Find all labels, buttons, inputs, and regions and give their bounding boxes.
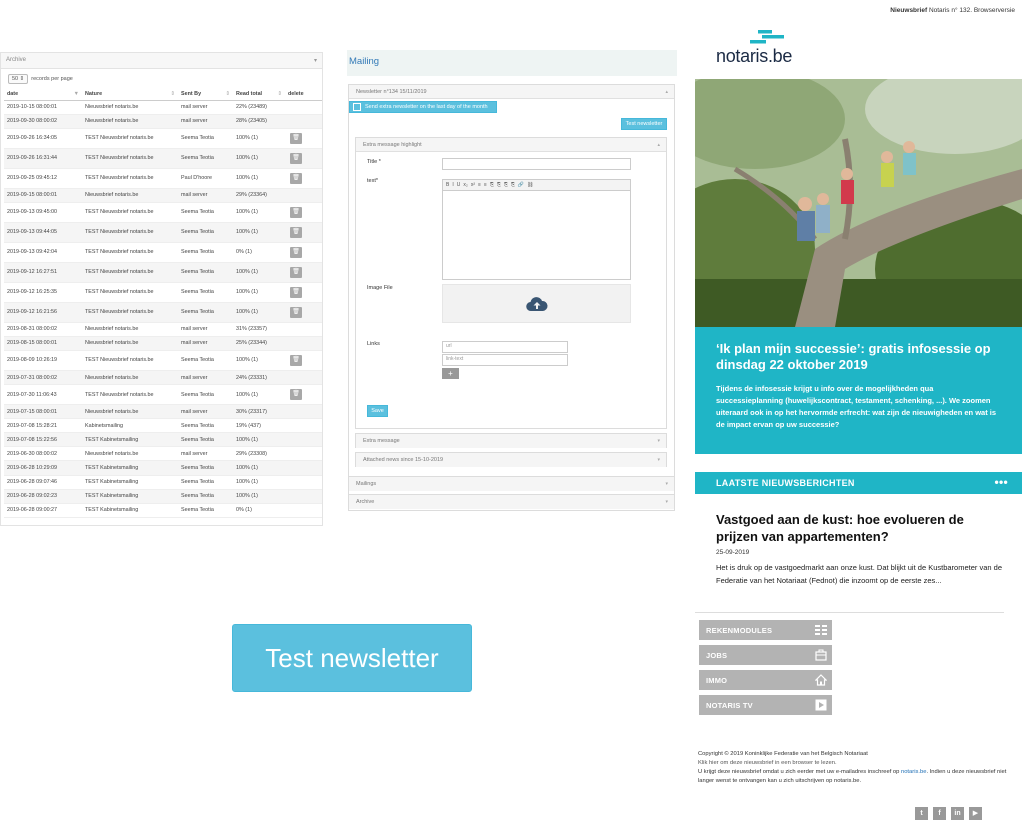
table-cell: Seema Teotia <box>178 461 233 475</box>
table-row <box>4 148 322 168</box>
delete-cell <box>285 100 322 114</box>
table-cell: 28% (23405) <box>233 114 285 128</box>
link-text-input[interactable]: link-text <box>442 354 568 366</box>
table-cell: Nieuwsbrief notaris.be <box>82 336 178 350</box>
notaris-link[interactable]: notaris.be <box>900 769 927 775</box>
cloud-upload-icon <box>526 296 548 312</box>
menu-jobs[interactable]: JOBS <box>699 645 832 665</box>
table-cell: TEST Kabinetsmailing <box>82 461 178 475</box>
table-cell: 24% (23331) <box>233 370 285 384</box>
table-cell: 100% (1) <box>233 461 285 475</box>
table-cell: 2019-07-15 08:00:01 <box>4 405 82 419</box>
editor-tool-icon[interactable]: 🔗 <box>517 182 525 188</box>
table-cell: Seema Teotia <box>178 148 233 168</box>
table-cell: 2019-07-31 08:00:02 <box>4 370 82 384</box>
footer-copyright: Copyright © 2019 Koninklijke Federatie van het Belgisch Notariaat <box>698 751 868 757</box>
table-cell: 0% (1) <box>233 242 285 262</box>
editor-tool-icon[interactable]: x² <box>470 182 475 188</box>
table-cell: 0% (1) <box>233 503 285 517</box>
trash-icon[interactable]: 🗑 <box>290 133 302 144</box>
table-row <box>4 114 322 128</box>
menu-rekenmodules[interactable]: REKENMODULES <box>699 620 832 640</box>
delete-cell <box>285 461 322 475</box>
delete-cell <box>285 322 322 336</box>
table-row <box>4 489 322 503</box>
news-article <box>716 511 1006 587</box>
table-cell: 100% (1) <box>233 128 285 148</box>
calculator-icon <box>815 624 827 636</box>
table-cell: Nieuwsbrief notaris.be <box>82 100 178 114</box>
table-cell: Seema Teotia <box>178 475 233 489</box>
delete-cell <box>285 447 322 461</box>
table-cell: Seema Teotia <box>178 433 233 447</box>
table-row <box>4 419 322 433</box>
delete-cell <box>285 503 322 517</box>
article-text: Het is druk op de vastgoedmarkt aan onze kust. Dat blijkt uit de Kustbarometer van de Federatie van het Notariaat (Fednot) die inzoomt op de eerste zes... <box>716 563 1002 585</box>
trash-icon[interactable]: 🗑 <box>290 227 302 238</box>
table-row <box>4 447 322 461</box>
table-cell: 100% (1) <box>233 282 285 302</box>
editor-tool-icon[interactable]: I <box>452 182 454 188</box>
table-cell: 2019-08-31 08:00:02 <box>4 322 82 336</box>
save-button[interactable]: Save <box>367 405 388 417</box>
editor-toolbar <box>443 180 630 191</box>
table-cell: Seema Teotia <box>178 242 233 262</box>
editor-tool-icon[interactable]: x₂ <box>463 182 468 188</box>
notaris-logo[interactable] <box>716 30 816 70</box>
delete-cell <box>285 222 322 242</box>
editor-tool-icon[interactable]: ⎘ <box>510 182 515 188</box>
delete-cell <box>285 128 322 148</box>
attached-news-card <box>355 452 667 467</box>
caret-icon[interactable]: ▾ <box>657 438 660 444</box>
table-cell: mail server <box>178 336 233 350</box>
attached-news-bar[interactable]: Attached news since 15-10-2019 ▾ <box>356 453 666 467</box>
trash-icon[interactable]: 🗑 <box>290 287 302 298</box>
table-cell: 2019-07-08 15:22:56 <box>4 433 82 447</box>
url-input[interactable]: url <box>442 341 568 353</box>
delete-cell <box>285 433 322 447</box>
mailings-bar[interactable]: Mailings ▾ <box>349 477 674 491</box>
text-editor[interactable] <box>442 179 631 280</box>
table-cell: Seema Teotia <box>178 302 233 322</box>
trash-icon[interactable]: 🗑 <box>290 207 302 218</box>
table-cell: mail server <box>178 114 233 128</box>
table-cell: TEST Kabinetsmailing <box>82 489 178 503</box>
hero-banner[interactable] <box>695 327 1022 454</box>
table-row <box>4 128 322 148</box>
table-cell: 30% (23317) <box>233 405 285 419</box>
caret-icon[interactable]: ▾ <box>657 457 660 463</box>
table-row <box>4 336 322 350</box>
table-cell: TEST Nieuwsbrief notaris.be <box>82 202 178 222</box>
caret-icon[interactable]: ▾ <box>665 499 668 505</box>
more-dots-icon[interactable]: ••• <box>994 475 1008 489</box>
table-row <box>4 475 322 489</box>
youtube-icon[interactable]: ▶ <box>969 807 982 820</box>
caret-icon[interactable]: ▾ <box>313 58 317 64</box>
table-cell: Nieuwsbrief notaris.be <box>82 188 178 202</box>
table-cell: 2019-08-15 08:00:01 <box>4 336 82 350</box>
title-label: Title * <box>367 159 381 165</box>
editor-tool-icon[interactable]: ≡ <box>483 182 487 188</box>
article-date: 25-09-2019 <box>716 549 750 556</box>
text-label: text* <box>367 178 379 184</box>
table-cell: Seema Teotia <box>178 385 233 405</box>
linkedin-icon[interactable]: in <box>951 807 964 820</box>
table-cell: Seema Teotia <box>178 262 233 282</box>
delete-cell <box>285 370 322 384</box>
table-cell: 2019-06-28 10:29:09 <box>4 461 82 475</box>
table-row <box>4 202 322 222</box>
browser-version-link[interactable]: Nieuwsbrief Notaris n° 132. Browserversie <box>890 7 1015 14</box>
table-cell: TEST Nieuwsbrief notaris.be <box>82 242 178 262</box>
table-cell: 100% (1) <box>233 168 285 188</box>
table-cell: 100% (1) <box>233 148 285 168</box>
mailings-card <box>348 476 675 491</box>
table-cell: Nieuwsbrief notaris.be <box>82 447 178 461</box>
table-cell: 2019-09-25 09:45:12 <box>4 168 82 188</box>
table-cell: 2019-09-12 16:21:56 <box>4 302 82 322</box>
caret-icon[interactable]: ▴ <box>665 89 668 95</box>
editor-tool-icon[interactable]: ⎘ <box>489 182 494 188</box>
menu-notaris-tv[interactable]: NOTARIS TV <box>699 695 832 715</box>
twitter-icon[interactable]: t <box>915 807 928 820</box>
table-cell: Kabinetsmailing <box>82 419 178 433</box>
table-cell: 25% (23344) <box>233 336 285 350</box>
test-newsletter-button-small[interactable]: Test newsletter <box>621 118 667 130</box>
delete-cell <box>285 282 322 302</box>
table-cell: Seema Teotia <box>178 202 233 222</box>
house-icon <box>815 674 827 686</box>
archive-bar[interactable]: Archive ▾ <box>349 495 674 509</box>
table-cell: 2019-09-12 16:25:35 <box>4 282 82 302</box>
table-cell: mail server <box>178 447 233 461</box>
table-cell: mail server <box>178 188 233 202</box>
logo-bars-icon <box>732 30 792 46</box>
table-cell: 2019-09-15 08:00:01 <box>4 188 82 202</box>
delete-cell <box>285 419 322 433</box>
table-cell: 2019-10-15 08:00:01 <box>4 100 82 114</box>
extra-message-card <box>355 433 667 448</box>
table-cell: TEST Nieuwsbrief notaris.be <box>82 385 178 405</box>
play-icon <box>815 699 827 711</box>
table-cell: 2019-09-30 08:00:02 <box>4 114 82 128</box>
trash-icon[interactable]: 🗑 <box>290 355 302 366</box>
table-row <box>4 222 322 242</box>
table-row <box>4 168 322 188</box>
table-row <box>4 322 322 336</box>
caret-icon[interactable]: ▾ <box>665 481 668 487</box>
table-row <box>4 282 322 302</box>
table-cell: TEST Nieuwsbrief notaris.be <box>82 350 178 370</box>
archive-panel <box>0 52 323 526</box>
table-cell: Nieuwsbrief notaris.be <box>82 322 178 336</box>
table-cell: 2019-09-13 09:45:00 <box>4 202 82 222</box>
table-cell: 100% (1) <box>233 475 285 489</box>
table-cell: mail server <box>178 322 233 336</box>
table-cell: 2019-09-13 09:44:05 <box>4 222 82 242</box>
archive-title: Archive <box>6 57 27 63</box>
delete-cell <box>285 242 322 262</box>
table-cell: TEST Nieuwsbrief notaris.be <box>82 148 178 168</box>
sort-icon[interactable]: ▼ <box>73 91 79 98</box>
table-cell: 2019-06-30 08:00:02 <box>4 447 82 461</box>
test-newsletter-button[interactable]: Test newsletter <box>232 624 472 692</box>
table-row <box>4 262 322 282</box>
col-delete: delete <box>285 89 322 100</box>
table-cell: mail server <box>178 405 233 419</box>
table-row <box>4 188 322 202</box>
records-per-page <box>1 69 322 89</box>
table-row <box>4 302 322 322</box>
col-date[interactable]: date ▼ <box>4 89 82 100</box>
records-per-page-label: records per page <box>31 76 73 82</box>
table-cell: TEST Kabinetsmailing <box>82 503 178 517</box>
table-cell: Seema Teotia <box>178 282 233 302</box>
table-cell: 100% (1) <box>233 385 285 405</box>
table-row <box>4 242 322 262</box>
table-cell: Seema Teotia <box>178 128 233 148</box>
logo-text: notaris.be <box>716 46 793 66</box>
trash-icon[interactable]: 🗑 <box>290 389 302 400</box>
table-cell: 19% (437) <box>233 419 285 433</box>
table-row <box>4 100 322 114</box>
caret-icon[interactable]: ▴ <box>657 142 660 148</box>
table-cell: 29% (23308) <box>233 447 285 461</box>
table-row <box>4 370 322 384</box>
table-row <box>4 405 322 419</box>
col-sent-by[interactable]: Sent By ⇕ <box>178 89 233 100</box>
table-cell: 22% (23489) <box>233 100 285 114</box>
trash-icon[interactable]: 🗑 <box>290 267 302 278</box>
facebook-icon[interactable]: f <box>933 807 946 820</box>
delete-cell <box>285 475 322 489</box>
table-cell: 2019-06-28 09:02:23 <box>4 489 82 503</box>
trash-icon[interactable]: 🗑 <box>290 307 302 318</box>
table-cell: TEST Nieuwsbrief notaris.be <box>82 168 178 188</box>
delete-cell <box>285 148 322 168</box>
table-cell: Seema Teotia <box>178 222 233 242</box>
table-cell: 100% (1) <box>233 433 285 447</box>
table-cell: 100% (1) <box>233 350 285 370</box>
delete-cell <box>285 385 322 405</box>
records-per-page-select[interactable]: 50 ⇕ <box>8 74 28 84</box>
archive-table <box>4 89 322 518</box>
image-upload-dropzone[interactable] <box>442 284 631 323</box>
table-cell: 2019-09-26 16:34:05 <box>4 128 82 148</box>
sort-icon[interactable]: ⇕ <box>170 91 175 98</box>
table-cell: Seema Teotia <box>178 503 233 517</box>
editor-tool-icon[interactable]: ⎘ <box>496 182 501 188</box>
table-cell: 100% (1) <box>233 489 285 503</box>
table-cell: TEST Kabinetsmailing <box>82 475 178 489</box>
table-row <box>4 385 322 405</box>
table-cell: 100% (1) <box>233 262 285 282</box>
footer-browser-link[interactable]: Klik hier om deze nieuwsbrief in een browser te lezen. <box>698 760 837 766</box>
archive-card <box>348 494 675 509</box>
delete-cell <box>285 262 322 282</box>
table-cell: 2019-08-09 10:26:19 <box>4 350 82 370</box>
briefcase-icon <box>815 649 827 661</box>
table-cell: Seema Teotia <box>178 489 233 503</box>
add-link-button[interactable]: + <box>442 368 459 379</box>
table-cell: TEST Nieuwsbrief notaris.be <box>82 262 178 282</box>
extra-newsletter-checkbox[interactable]: Send extra newsletter on the last day of the month <box>349 101 497 113</box>
table-row <box>4 503 322 517</box>
archive-panel-header[interactable] <box>1 53 322 69</box>
col-nature[interactable]: Nature ⇕ <box>82 89 178 100</box>
editor-tool-icon[interactable]: ⎘ <box>503 182 508 188</box>
newsletter-footer <box>698 750 1008 786</box>
delete-cell <box>285 489 322 503</box>
table-cell: 2019-07-08 15:28:21 <box>4 419 82 433</box>
trash-icon[interactable]: 🗑 <box>290 173 302 184</box>
table-cell: TEST Kabinetsmailing <box>82 433 178 447</box>
table-cell: Seema Teotia <box>178 350 233 370</box>
table-cell: 100% (1) <box>233 222 285 242</box>
table-cell: 2019-09-26 16:31:44 <box>4 148 82 168</box>
delete-cell <box>285 188 322 202</box>
family-on-tree-photo <box>695 79 1022 327</box>
table-cell: mail server <box>178 100 233 114</box>
table-cell: 31% (23357) <box>233 322 285 336</box>
table-cell: TEST Nieuwsbrief notaris.be <box>82 222 178 242</box>
table-cell: 100% (1) <box>233 202 285 222</box>
table-cell: 100% (1) <box>233 302 285 322</box>
table-cell: 2019-09-13 09:42:04 <box>4 242 82 262</box>
checkbox-icon[interactable] <box>353 103 361 111</box>
image-file-label: Image File <box>367 285 393 291</box>
divider <box>695 612 1004 613</box>
extra-message-bar[interactable]: Extra message ▾ <box>356 434 666 448</box>
table-cell: Paul D'hoore <box>178 168 233 188</box>
links-label: Links <box>367 341 380 347</box>
editor-tool-icon[interactable]: U <box>456 182 461 188</box>
highlight-bar[interactable]: Extra message highlight ▴ <box>356 138 666 152</box>
hero-photo <box>695 79 1022 327</box>
table-cell: Nieuwsbrief notaris.be <box>82 370 178 384</box>
table-cell: mail server <box>178 370 233 384</box>
sort-icon[interactable]: ⇕ <box>225 91 230 98</box>
mailing-title: Mailing <box>347 50 677 76</box>
title-input[interactable] <box>442 158 631 170</box>
delete-cell <box>285 202 322 222</box>
newsletter-preview <box>695 0 1024 827</box>
delete-cell <box>285 336 322 350</box>
table-row <box>4 350 322 370</box>
table-cell: Nieuwsbrief notaris.be <box>82 114 178 128</box>
editor-tool-icon[interactable]: ⛓ <box>527 182 534 188</box>
delete-cell <box>285 168 322 188</box>
hero-title[interactable]: ‘Ik plan mijn successie’: gratis infosessie op dinsdag 22 oktober 2019 <box>716 341 991 372</box>
editor-tool-icon[interactable]: B <box>446 182 450 188</box>
article-title[interactable]: Vastgoed aan de kust: hoe evolueren de prijzen van appartementen? <box>716 512 964 544</box>
trash-icon[interactable]: 🗑 <box>290 247 302 258</box>
delete-cell <box>285 350 322 370</box>
table-cell: 2019-09-12 16:27:51 <box>4 262 82 282</box>
menu-immo[interactable]: IMMO <box>699 670 832 690</box>
table-cell: 2019-06-28 09:07:46 <box>4 475 82 489</box>
delete-cell <box>285 114 322 128</box>
editor-tool-icon[interactable]: ≡ <box>477 182 481 188</box>
hero-text: Tijdens de infosessie krijgt u info over de mogelijkheden qua successieplanning (huwelijkscontract, testament, schenking, ...). We zoomen uiteraard ook in op het hervormde erfrecht: wat zijn de nieuwigheden en wat is de impact ervan op uw successie? <box>716 384 997 429</box>
table-cell: Nieuwsbrief notaris.be <box>82 405 178 419</box>
col-read-total[interactable]: Read total ⇕ <box>233 89 285 100</box>
table-cell: 2019-07-30 11:06:43 <box>4 385 82 405</box>
delete-cell <box>285 302 322 322</box>
table-cell: TEST Nieuwsbrief notaris.be <box>82 128 178 148</box>
latest-news-bar: LAATSTE NIEUWSBERICHTEN ••• <box>695 472 1022 494</box>
table-cell: Seema Teotia <box>178 419 233 433</box>
table-cell: 29% (23364) <box>233 188 285 202</box>
delete-cell <box>285 405 322 419</box>
table-row <box>4 433 322 447</box>
table-cell: TEST Nieuwsbrief notaris.be <box>82 282 178 302</box>
footer-reason: U krijgt deze nieuwsbrief omdat u zich eerder met uw e-mailadres inschreef op notaris.be. Indien u deze nieuwsbrief niet langer wenst te ontvangen kan u zich uitschrijven op notaris.be. <box>698 769 1007 784</box>
table-cell: TEST Nieuwsbrief notaris.be <box>82 302 178 322</box>
table-row <box>4 461 322 475</box>
table-cell: 2019-06-28 09:00:27 <box>4 503 82 517</box>
sort-icon[interactable]: ⇕ <box>277 91 282 98</box>
newsletter-bar[interactable]: Newsletter n°134 15/11/2019 ▴ <box>349 85 674 99</box>
trash-icon[interactable]: 🗑 <box>290 153 302 164</box>
